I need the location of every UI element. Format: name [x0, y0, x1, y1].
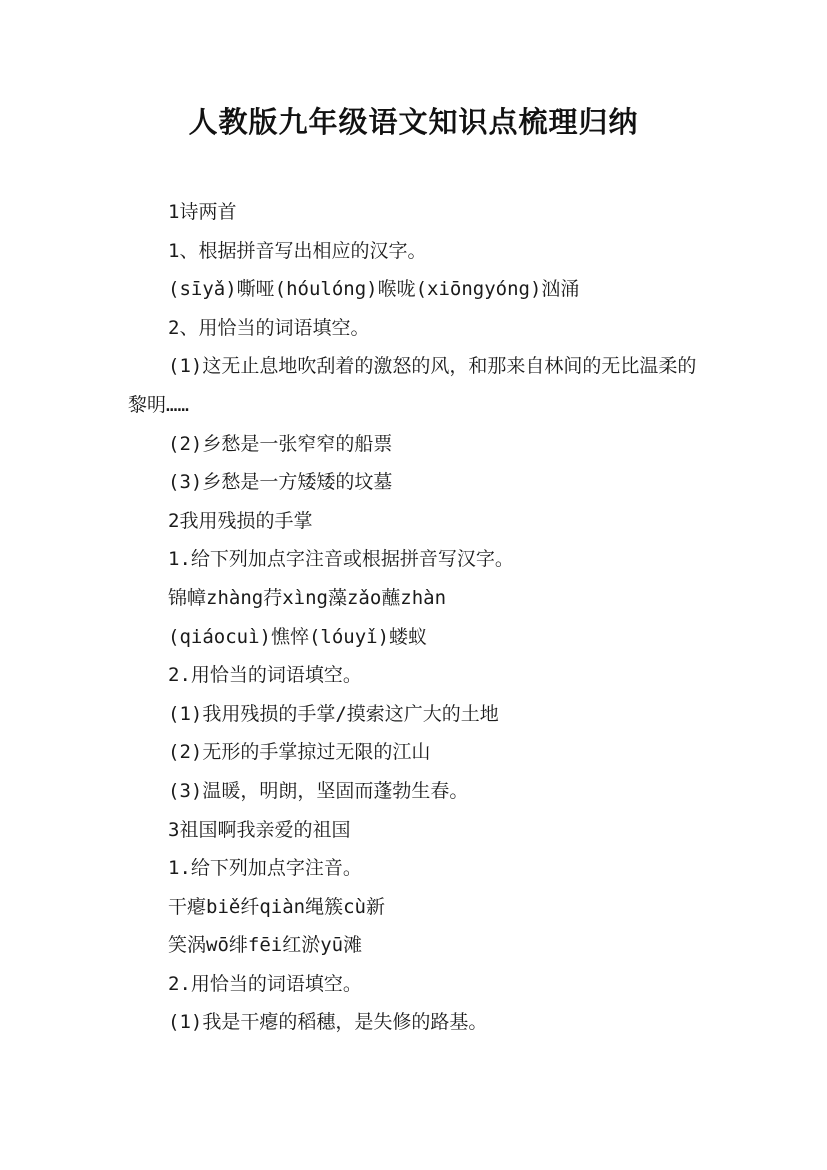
document-body — [128, 193, 708, 1042]
answer-text: (sīyǎ)嘶哑(hóulóng)喉咙(xiōngyóng)汹涌 — [168, 278, 580, 301]
question-text: 1、根据拼音写出相应的汉字。 — [168, 239, 427, 262]
answer-text: 干瘪biě纤qiàn绳簇cù新 — [168, 895, 385, 918]
section-heading: 2我用残损的手掌 — [168, 509, 313, 532]
answer-text: (3)乡愁是一方矮矮的坟墓 — [168, 471, 393, 494]
question-text: 1.给下列加点字注音或根据拼音写汉字。 — [168, 548, 514, 571]
section-heading: 3祖国啊我亲爱的祖国 — [168, 818, 351, 841]
answer-text: 笑涡wō绯fēi红淤yū滩 — [168, 934, 363, 957]
answer-text: 锦幛zhàng荇xìng藻zǎo蘸zhàn — [168, 586, 447, 609]
answer-text: (1)我是干瘪的稻穗，是失修的路基。 — [168, 1011, 488, 1034]
question-text: 2、用恰当的词语填空。 — [168, 316, 370, 339]
answer-text: (qiáocuì)憔悴(lóuyǐ)蝼蚁 — [168, 625, 428, 648]
section-heading: 1诗两首 — [168, 201, 237, 223]
answer-text: (2)无形的手掌掠过无限的江山 — [168, 741, 431, 764]
answer-text: (1)我用残损的手掌/摸索这广大的土地 — [168, 702, 499, 725]
document-title: 人教版九年级语文知识点梳理归纳 — [188, 105, 639, 139]
answer-text: (3)温暖，明朗，坚固而蓬勃生春。 — [168, 779, 469, 802]
question-text: 1.给下列加点字注音。 — [168, 857, 362, 880]
question-text: 2.用恰当的词语填空。 — [168, 972, 362, 995]
answer-text: (1)这无止息地吹刮着的激怒的风，和那来自林间的无比温柔的黎明…… — [128, 355, 697, 416]
answer-text: (2)乡愁是一张窄窄的船票 — [168, 432, 393, 455]
question-text: 2.用恰当的词语填空。 — [168, 664, 362, 687]
